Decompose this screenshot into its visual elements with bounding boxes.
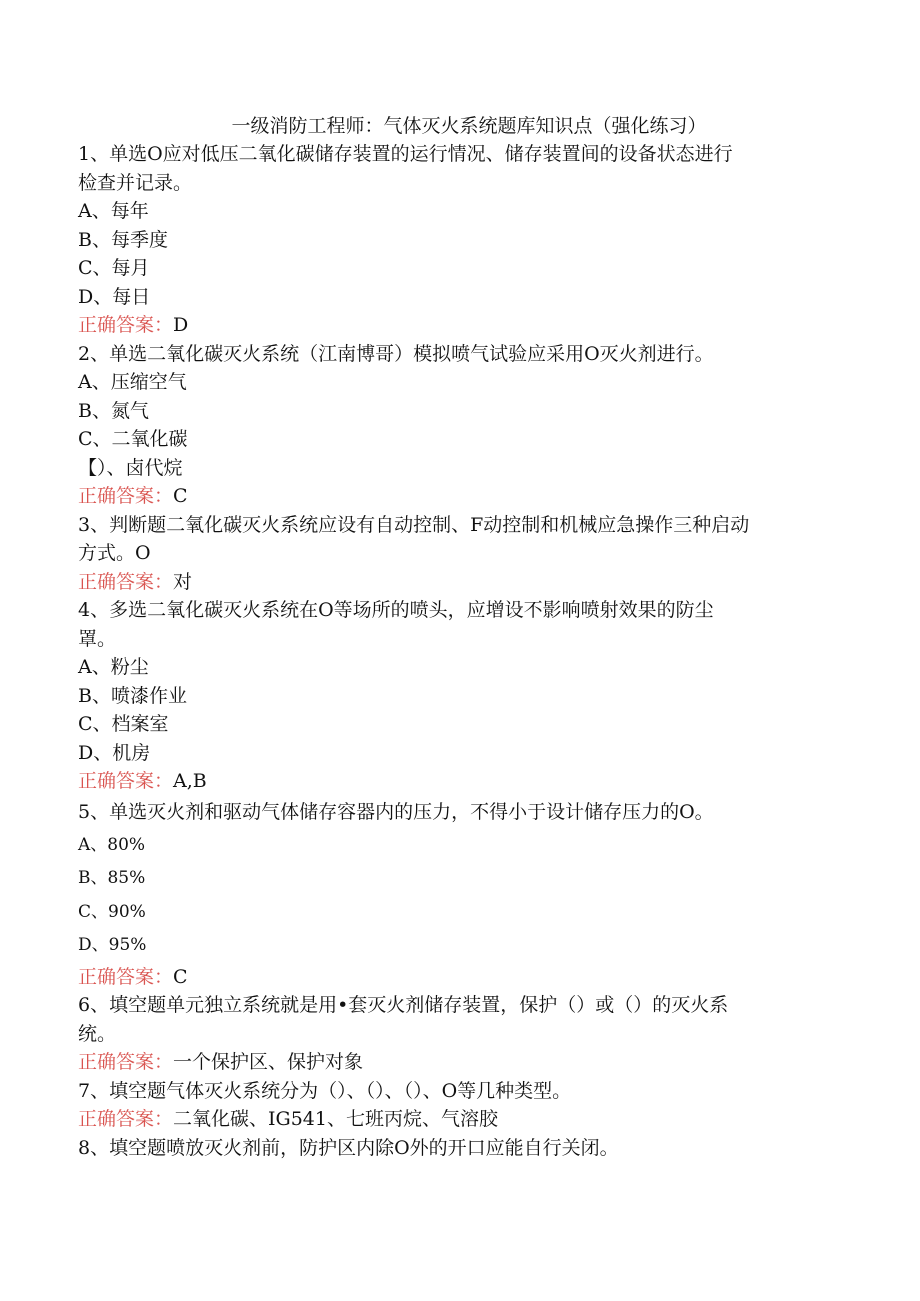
answer-value: D bbox=[173, 314, 189, 336]
answer-value: C bbox=[173, 485, 188, 507]
option-a: A、压缩空气 bbox=[78, 371, 187, 393]
answer-line bbox=[78, 482, 838, 511]
answer-value: C bbox=[173, 965, 188, 988]
answer-line bbox=[78, 1048, 838, 1077]
answer-line bbox=[78, 568, 838, 597]
option-d: D、每日 bbox=[78, 285, 151, 308]
answer-label: 正确答案： bbox=[78, 485, 174, 507]
question-8 bbox=[78, 1134, 838, 1163]
answer-label: 正确答案： bbox=[78, 1051, 174, 1073]
answer-label: 正确答案： bbox=[78, 570, 174, 593]
answer-line bbox=[78, 767, 838, 796]
option-c: C、90% bbox=[78, 901, 146, 922]
question-stem: 6、填空题单元独立系统就是用•套灭火剂储存装置，保护（）或（）的灭火系 bbox=[78, 994, 729, 1016]
option-b: B、每季度 bbox=[78, 228, 168, 251]
question-stem: 8、填空题喷放灭火剂前，防护区内除O外的开口应能自行关闭。 bbox=[78, 1136, 619, 1159]
answer-label: 正确答案： bbox=[78, 965, 174, 988]
answer-line bbox=[78, 1105, 838, 1134]
question-5 bbox=[78, 796, 838, 992]
question-1 bbox=[78, 140, 838, 340]
question-4 bbox=[78, 596, 838, 796]
question-stem: 罩。 bbox=[78, 627, 117, 650]
question-stem: 检查并记录。 bbox=[78, 171, 193, 194]
answer-value: A,B bbox=[173, 770, 207, 792]
question-3 bbox=[78, 511, 838, 597]
answer-label: 正确答案： bbox=[78, 314, 174, 336]
document-page bbox=[78, 112, 838, 1162]
question-stem: 5、单选灭火剂和驱动气体储存容器内的压力，不得小于设计储存压力的O。 bbox=[78, 800, 714, 823]
answer-line bbox=[78, 311, 838, 340]
question-stem: 方式。O bbox=[78, 542, 151, 564]
answer-line bbox=[78, 963, 838, 992]
question-stem: 3、判断题二氧化碳灭火系统应设有自动控制、F动控制和机械应急操作三种启动 bbox=[78, 513, 750, 536]
answer-value: 二氧化碳、IG541、七班丙烷、气溶胶 bbox=[173, 1108, 498, 1130]
question-7 bbox=[78, 1077, 838, 1134]
document-title: 一级消防工程师：气体灭火系统题库知识点（强化练习） bbox=[231, 115, 707, 137]
question-stem: 4、多选二氧化碳灭火系统在O等场所的喷头，应增设不影响喷射效果的防尘 bbox=[78, 599, 714, 621]
question-stem: 统。 bbox=[78, 1022, 117, 1045]
option-c: C、二氧化碳 bbox=[78, 428, 188, 450]
question-stem: 1、单选O应对低压二氧化碳储存装置的运行情况、储存装置间的设备状态进行 bbox=[78, 143, 733, 165]
option-d: D、机房 bbox=[78, 741, 151, 764]
option-a: A、80% bbox=[78, 834, 146, 855]
option-b: B、喷漆作业 bbox=[78, 684, 187, 707]
option-c: C、每月 bbox=[78, 257, 150, 279]
option-d: D、95% bbox=[78, 935, 147, 955]
answer-label: 正确答案： bbox=[78, 770, 174, 792]
answer-value: 对 bbox=[173, 570, 193, 593]
question-6 bbox=[78, 991, 838, 1077]
question-2 bbox=[78, 340, 838, 511]
answer-value: 一个保护区、保护对象 bbox=[173, 1051, 364, 1073]
option-b: B、85% bbox=[78, 868, 146, 888]
question-stem: 7、填空题气体灭火系统分为（）、（）、（）、O等几种类型。 bbox=[78, 1079, 572, 1102]
option-a: A、每年 bbox=[78, 200, 149, 222]
answer-label: 正确答案： bbox=[78, 1108, 174, 1130]
option-d: 【）、卤代烷 bbox=[78, 456, 183, 479]
option-c: C、档案室 bbox=[78, 713, 169, 735]
option-b: B、氮气 bbox=[78, 399, 149, 422]
option-a: A、粉尘 bbox=[78, 656, 149, 678]
question-stem: 2、单选二氧化碳灭火系统（江南博哥）模拟喷气试验应采用O灭火剂进行。 bbox=[78, 342, 714, 365]
